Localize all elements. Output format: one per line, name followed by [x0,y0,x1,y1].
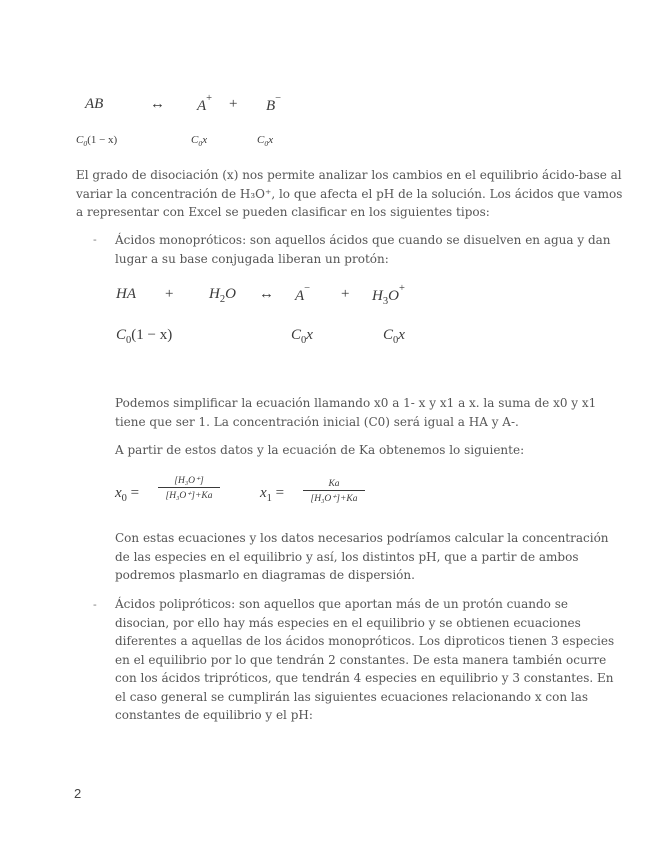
calculation-paragraph: Con estas ecuaciones y los datos necesarios podríamos calcular la concentración de las especies en el equilibrio y así, los distintos pH, que a partir de ambos podremos plasmarlo en diagramas de dispersión. [115,531,609,582]
concentration-a: $C_0x$ [191,134,208,149]
bullet-marker: - [93,233,97,246]
bullet-poliproticos: Ácidos polipróticos: son aquellos que aportan más de un protón cuando se disocian, por ello hay más especies en el equilibrio y se obtienen ecuaciones diferentes a aquellas de los ácidos monopróticos. Los diproticos tienen 3 especies en el equilibrio por lo que tendrán 2 constantes. De esta manera también ocurre con los ácidos tripróticos, que tendrán 4 especies en equilibrio y 3 constantes. En el caso general se cumplirán las siguientes ecuaciones relacionando x con las constantes de equilibrio y el pH: [115,597,615,722]
x1-numerator: Ka [328,479,340,489]
simplification-paragraph: Podemos simplificar la ecuación llamando x0 a 1- x y x1 a x. la suma de x0 y x1 tiene que ser 1. La concentración inicial (C0) será igual a HA y A-. [115,396,597,429]
x1-label: $x_1$ = [260,485,285,504]
concentration-b: $C_0x$ [257,134,274,149]
x1-fraction [303,479,365,504]
concentration-ha: $C_0(1 - x)$ [116,327,173,346]
plus-sign: + [341,286,350,302]
plus-sign: + [229,96,238,112]
species-ab: AB [85,96,104,112]
species-a: A+ [197,93,213,114]
species-ha: HA [116,286,136,302]
concentration-ab: $C_0(1 - x)$ [76,134,118,149]
concentration-h3o: $C_0x$ [383,327,405,346]
species-h2o: $H_2O$ [209,286,236,305]
intro-paragraph: El grado de disociación (x) nos permite analizar los cambios en el equilibrio ácido-base al variar la concentración de H₃O⁺, lo que afecta el pH de la solución. Los ácidos que vamos a representar con Excel se pueden clasificar en los siguientes tipos: [76,168,623,219]
x0-label: $x_0$ = [115,485,140,504]
equilibrium-arrow: ↔ [259,286,274,302]
bullet-marker: - [93,598,97,611]
equilibrium-arrow: ↔ [150,96,165,112]
species-h3o: $H_3O^+$ [372,283,405,307]
x0-denominator: [H₃O⁺]+Ka [165,491,213,501]
species-a-minus: A− [295,283,311,304]
species-b: B− [266,93,282,114]
x1-denominator: [H₃O⁺]+Ka [310,494,358,504]
ka-paragraph: A partir de estos datos y la ecuación de Ka obtenemos lo siguiente: [115,443,525,457]
x0-numerator: [H₃O⁺] [174,476,204,486]
concentration-a-minus: $C_0x$ [291,327,313,346]
bullet-monoproticos: Ácidos monopróticos: son aquellos ácidos que cuando se disuelven en agua y dan lugar a su base conjugada liberan un protón: [115,233,611,266]
page-number: 2 [74,786,82,801]
x0-fraction [158,475,220,501]
plus-sign: + [165,286,174,302]
